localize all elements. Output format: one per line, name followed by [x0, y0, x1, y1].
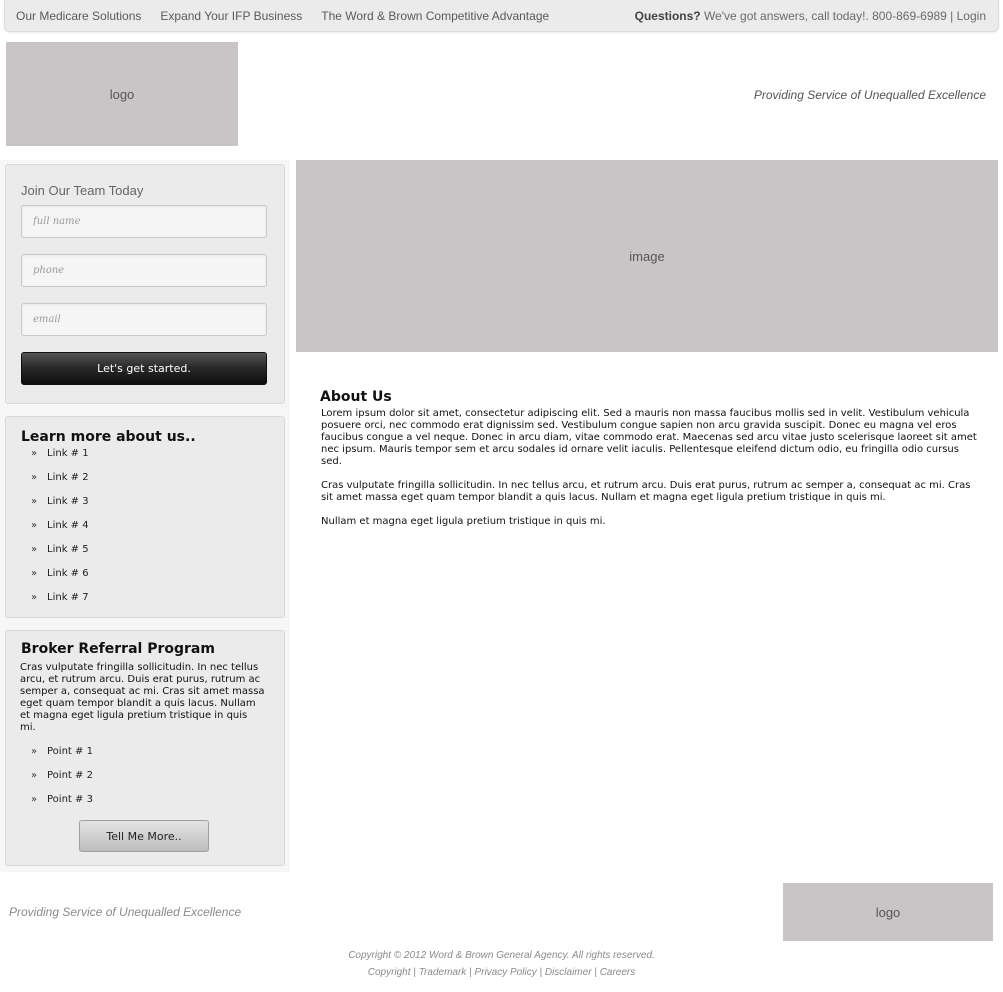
learn-link-label: Link # 4 [47, 520, 89, 531]
nav-link-ifp[interactable]: Expand Your IFP Business [160, 9, 303, 23]
about-paragraph-2: Cras vulputate fringilla sollicitudin. In nec tellus arcu, et rutrum arcu. Duis erat purus, rutrum ac semper a, consequat ac mi. Cras sit amet massa eget quam tempor blandit a quis lacus. Nullam et magna eget ligula pretium tristique in quis mi. [321, 480, 971, 503]
chevron-right-icon: » [31, 544, 38, 555]
broker-point-label: Point # 3 [47, 794, 93, 805]
learn-link-4[interactable] [31, 520, 89, 544]
learn-link-2[interactable] [31, 472, 89, 496]
learn-link-5[interactable] [31, 544, 89, 568]
learn-link-label: Link # 2 [47, 472, 89, 483]
learn-link-label: Link # 7 [47, 592, 89, 603]
join-title: Join Our Team Today [21, 183, 144, 198]
footer-separator: | [466, 967, 475, 978]
contact-text: We've got answers, call today!. 800-869-6989 | [700, 9, 957, 23]
learn-title: Learn more about us.. [21, 429, 196, 445]
chevron-right-icon: » [31, 496, 38, 507]
header-logo-label: logo [109, 86, 135, 102]
sidebar [0, 160, 290, 872]
top-nav [16, 9, 549, 23]
chevron-right-icon: » [31, 746, 38, 757]
phone-input[interactable] [21, 254, 267, 287]
learn-link-label: Link # 1 [47, 448, 89, 459]
about-paragraph-1: Lorem ipsum dolor sit amet, consectetur adipiscing elit. Sed a mauris non massa faucibus mollis sed in velit. Vestibulum vehicula posuere orci, nec commodo erat dignissim sed. Vestibulum congue sapien non arcu gravida suscipit. Donec eu magna vel eros faucibus congue a vel neque. Donec in arcu diam, vitae commodo erat. Maecenas sed arcu vitae justo scelerisque laoreet sit amet nec ipsum. Mauris tempor sem et arcu sodales id ornare velit iaculis. Pellentesque eleifend dictum odio, eu fringilla odio cursus sed. [321, 408, 977, 467]
chevron-right-icon: » [31, 592, 38, 603]
footer-link-privacy[interactable]: Privacy Policy [474, 967, 537, 978]
learn-link-1[interactable] [31, 448, 89, 472]
hero-image-label: image [629, 248, 665, 264]
chevron-right-icon: » [31, 520, 38, 531]
learn-link-list [31, 448, 89, 616]
footer-logo-label: logo [875, 904, 901, 920]
top-bar-panel [4, 0, 999, 32]
chevron-right-icon: » [31, 568, 38, 579]
footer-separator: | [410, 967, 419, 978]
footer-link-disclaimer[interactable]: Disclaimer [544, 967, 592, 978]
fullname-input[interactable] [21, 205, 267, 238]
learn-link-label: Link # 6 [47, 568, 89, 579]
footer-tagline: Providing Service of Unequalled Excellence [9, 905, 242, 919]
learn-link-label: Link # 5 [47, 544, 89, 555]
chevron-right-icon: » [31, 770, 38, 781]
footer-links [0, 967, 1003, 978]
header-logo[interactable] [6, 42, 238, 146]
login-link[interactable]: Login [956, 9, 986, 23]
nav-link-medicare[interactable]: Our Medicare Solutions [16, 9, 142, 23]
broker-title: Broker Referral Program [21, 641, 215, 657]
broker-point-2 [31, 770, 93, 794]
about-body [321, 408, 981, 540]
footer-link-careers[interactable]: Careers [599, 967, 636, 978]
hero-image [296, 160, 998, 352]
chevron-right-icon: » [31, 472, 38, 483]
broker-point-3 [31, 794, 93, 818]
footer-logo[interactable] [783, 883, 993, 941]
broker-point-label: Point # 2 [47, 770, 93, 781]
broker-panel [5, 630, 285, 866]
email-input[interactable] [21, 303, 267, 336]
learn-link-7[interactable] [31, 592, 89, 616]
get-started-button[interactable]: Let's get started. [21, 352, 267, 385]
learn-link-6[interactable] [31, 568, 89, 592]
join-panel [5, 164, 285, 404]
header-tagline: Providing Service of Unequalled Excellence [753, 88, 986, 102]
about-title: About Us [320, 389, 392, 405]
footer-separator: | [591, 967, 600, 978]
top-bar [0, 0, 1003, 36]
learn-link-3[interactable] [31, 496, 89, 520]
footer-link-copyright[interactable]: Copyright [367, 967, 411, 978]
chevron-right-icon: » [31, 794, 38, 805]
contact-info [635, 9, 986, 23]
copyright-text: Copyright © 2012 Word & Brown General Agency. All rights reserved. [348, 950, 655, 961]
questions-label: Questions? [634, 9, 701, 23]
about-paragraph-3: Nullam et magna eget ligula pretium tristique in quis mi. [321, 516, 606, 527]
tell-me-more-button[interactable]: Tell Me More.. [79, 820, 209, 852]
learn-panel [5, 416, 285, 618]
broker-point-label: Point # 1 [47, 746, 93, 757]
footer-link-trademark[interactable]: Trademark [418, 967, 467, 978]
nav-link-advantage[interactable]: The Word & Brown Competitive Advantage [321, 9, 550, 23]
broker-description: Cras vulputate fringilla sollicitudin. In nec tellus arcu, et rutrum arcu. Duis erat purus, rutrum ac semper a, consequat ac mi. Cras sit amet massa eget quam tempor blandit a quis lacus. Nullam et magna eget ligula pretium tristique in quis mi. [20, 662, 265, 733]
broker-point-1 [31, 746, 93, 770]
footer-separator: | [536, 967, 545, 978]
chevron-right-icon: » [31, 448, 38, 459]
learn-link-label: Link # 3 [47, 496, 89, 507]
broker-point-list [31, 746, 93, 818]
